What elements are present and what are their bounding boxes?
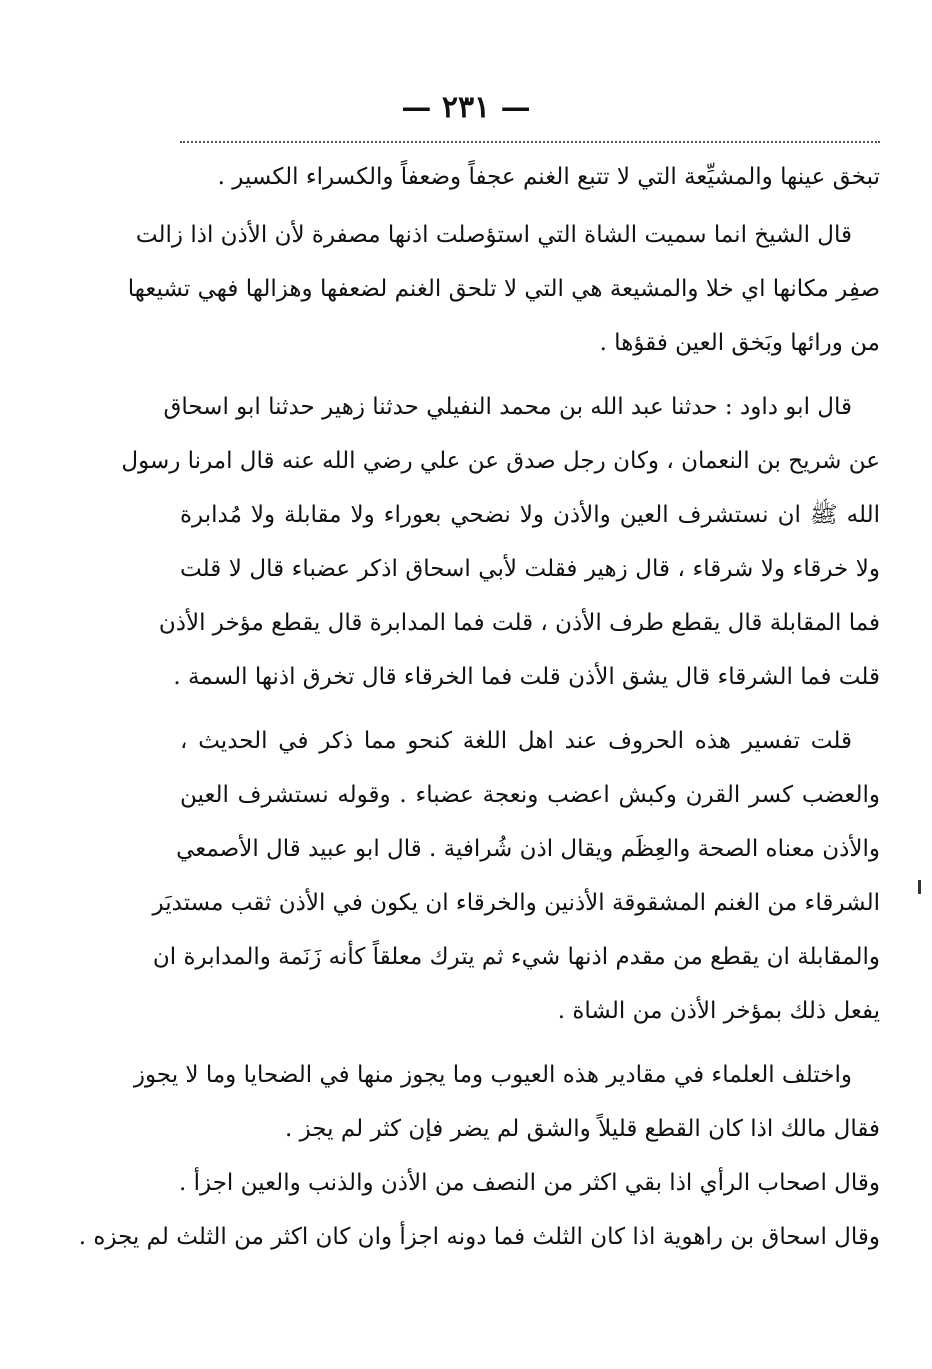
text-line: وقال اسحاق بن راهوية اذا كان الثلث فما دونه اجزأ وان كان اكثر من الثلث لم يجزه . (78, 1224, 880, 1250)
text-line: قال ابو داود : حدثنا عبد الله بن محمد النفيلي حدثنا زهير حدثنا ابو اسحاق (163, 394, 852, 420)
text-line: من ورائها وبَخق العين فقؤها . (599, 330, 880, 356)
text-line: الله ﷺ ان نستشرف العين والأذن ولا نضحي بعوراء ولا مقابلة ولا مُدابرة (180, 502, 880, 528)
header-dotted-rule (180, 141, 880, 143)
text-line: ولا خرقاء ولا شرقاء ، قال زهير فقلت لأبي اسحاق اذكر عضباء قال لا قلت (180, 556, 880, 582)
text-line: الشرقاء من الغنم المشقوقة الأذنين والخرقاء ان يكون في الأذن ثقب مستديَر (152, 890, 880, 916)
paragraph-6 (180, 1156, 880, 1210)
text-line: تبخق عينها والمشيِّعة التي لا تتبع الغنم عجفاً وضعفاً والكسراء الكسير . (217, 164, 880, 190)
paragraph-2 (127, 208, 880, 370)
text-line: عن شريح بن النعمان ، وكان رجل صدق عن علي رضي الله عنه قال امرنا رسول (121, 448, 880, 474)
paragraph-7 (78, 1210, 880, 1264)
margin-mark (918, 880, 921, 894)
text-line: واختلف العلماء في مقادير هذه العيوب وما يجوز منها في الضحايا وما لا يجوز (133, 1062, 852, 1088)
paragraph-3 (121, 380, 880, 704)
text-line: والأذن معناه الصحة والعِظَم ويقال اذن شُرافية . قال ابو عبيد قال الأصمعي (176, 836, 880, 862)
text-line: يفعل ذلك بمؤخر الأذن من الشاة . (557, 998, 880, 1024)
text-line: قلت تفسير هذه الحروف عند اهل اللغة كنحو مما ذكر في الحديث ، (180, 728, 852, 754)
paragraph-1 (180, 150, 880, 204)
text-body (78, 150, 880, 1264)
paragraph-4 (152, 714, 880, 1038)
paragraph-5 (133, 1048, 880, 1156)
text-line: وقال اصحاب الرأي اذا بقي اكثر من النصف من الأذن والذنب والعين اجزأ . (179, 1170, 880, 1196)
page-number: — ٢٣١ — (401, 90, 531, 125)
text-line: والعضب كسر القرن وكبش اعضب ونعجة عضباء . وقوله نستشرف العين (180, 782, 880, 808)
text-line: فما المقابلة قال يقطع طرف الأذن ، قلت فما المدابرة قال يقطع مؤخر الأذن (158, 610, 880, 636)
text-line: والمقابلة ان يقطع من مقدم اذنها شيء ثم يترك معلقاً كأنه زَنَمة والمدابرة ان (152, 944, 880, 970)
text-line: قلت فما الشرقاء قال يشق الأذن قلت فما الخرقاء قال تخرق اذنها السمة . (173, 664, 880, 690)
text-line: فقال مالك اذا كان القطع قليلاً والشق لم يضر فإن كثر لم يجز . (285, 1116, 880, 1142)
text-line: صفِر مكانها اي خلا والمشيعة هي التي لا تلحق الغنم لضعفها وهزالها فهي تشيعها (127, 276, 880, 302)
text-line: قال الشيخ انما سميت الشاة التي استؤصلت اذنها مصفرة لأن الأذن اذا زالت (135, 222, 852, 248)
